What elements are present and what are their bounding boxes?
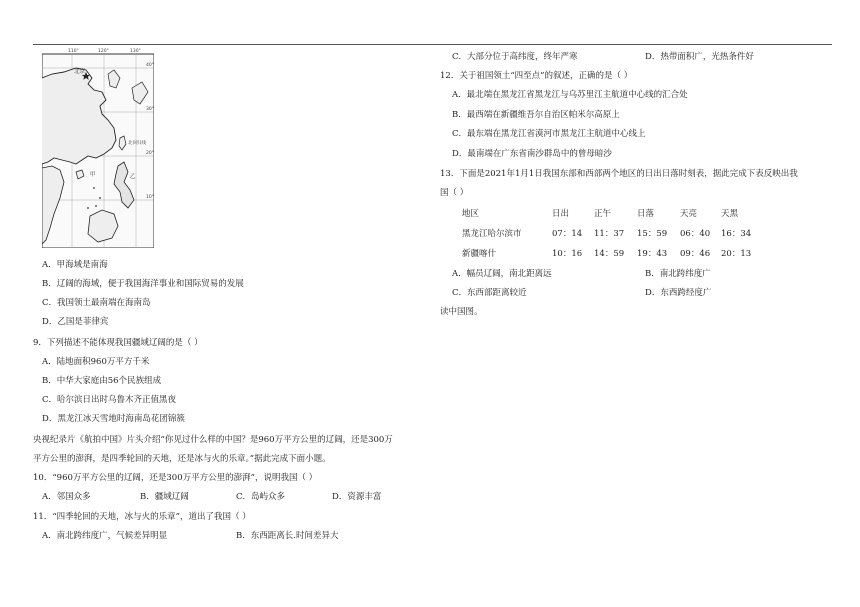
header-rule	[33, 44, 832, 45]
passage-line-1: 央视纪录片《航拍中国》片头介绍“你见过什么样的中国？是960万平方公里的辽阔，还是300万	[33, 435, 393, 445]
table-header-region: 地区	[462, 209, 480, 219]
q9-option-c: C．哈尔滨日出时乌鲁木齐正值黑夜	[42, 395, 177, 405]
table-row-1-region: 黑龙江哈尔滨市	[462, 229, 522, 239]
q12-stem: 12．关于祖国领土“四至点”的叙述，正确的是（ ）	[440, 71, 633, 81]
q11-option-b: B．东西距离长.时间差异大	[236, 531, 339, 541]
table-row-1-sunset: 15：59	[637, 229, 668, 239]
q8-option-c: C．我国领土最南端在海南岛	[42, 298, 151, 308]
q8-option-d: D．乙国是菲律宾	[42, 317, 109, 327]
table-header-sunrise: 日出	[552, 209, 570, 219]
q10-option-b: B．疆域辽阔	[140, 492, 189, 502]
jia-sea-label: 甲	[90, 172, 96, 178]
q12-option-c: C．最东端在黑龙江省漠河市黑龙江主航道中心线上	[452, 129, 646, 139]
lon-label-120: 120°	[98, 49, 109, 54]
table-row-1-dusk: 16：34	[721, 229, 752, 239]
tropic-label: 北回归线	[128, 141, 146, 146]
table-row-2-sunrise: 10：16	[552, 249, 583, 259]
q13-stem-line-2: 国（ ）	[440, 188, 469, 198]
q13-option-a: A．幅员辽阔，南北距离远	[452, 269, 552, 279]
q9-option-b: B．中华大家庭由56个民族组成	[42, 376, 162, 386]
lon-label-110: 110°	[68, 49, 79, 54]
table-row-1-noon: 11：37	[594, 229, 625, 239]
china-south-sea-map	[42, 48, 154, 248]
q8-option-b: B．辽阔的海域，便于我国海洋事业和国际贸易的发展	[42, 279, 244, 289]
table-row-2-region: 新疆喀什	[462, 249, 497, 259]
q13-option-d: D．东西跨经度广	[645, 288, 712, 298]
q10-stem: 10．“960万平方公里的辽阔，还是300万平方公里的澎湃”，说明我国（ ）	[33, 473, 318, 483]
table-row-2-dusk: 20：13	[721, 249, 752, 259]
q9-option-a: A．陆地面积960万平方千米	[42, 357, 150, 367]
lat-label-30: 30°	[146, 107, 154, 112]
table-row-2-dawn: 09：46	[680, 249, 711, 259]
lat-label-10: 10°	[146, 195, 154, 200]
q9-stem: 9．下列描述不能体现我国疆域辽阔的是（ ）	[33, 338, 203, 348]
q11-option-d: D．热带面积广，光热条件好	[645, 52, 754, 62]
table-header-sunset: 日落	[637, 209, 655, 219]
table-row-1-sunrise: 07：14	[552, 229, 583, 239]
table-header-dawn: 天亮	[680, 209, 698, 219]
table-header-dusk: 天黑	[721, 209, 739, 219]
map-reading-prompt: 读中国图。	[440, 307, 483, 317]
table-header-noon: 正午	[594, 209, 612, 219]
q8-option-a: A．甲海域是南海	[42, 260, 108, 270]
lat-label-20: 20°	[146, 151, 154, 156]
q12-option-b: B．最西端在新疆维吾尔自治区帕米尔高原上	[452, 110, 620, 120]
table-row-2-sunset: 19：43	[637, 249, 668, 259]
q10-option-d: D．资源丰富	[332, 492, 382, 502]
q10-option-c: C．岛屿众多	[236, 492, 286, 502]
lon-label-130: 130°	[130, 49, 141, 54]
q11-stem: 11．“四季轮回的天地，冰与火的乐章”，道出了我国（ ）	[33, 512, 251, 522]
yi-country-label: 乙	[130, 174, 136, 180]
q10-option-a: A．邻国众多	[42, 492, 91, 502]
table-row-1-dawn: 06：40	[680, 229, 711, 239]
q11-option-c: C．大部分位于高纬度，终年严寒	[452, 52, 578, 62]
q13-option-b: B．南北跨纬度广	[645, 269, 711, 279]
q9-option-d: D．黑龙江冰天雪地时海南岛花团锦簇	[42, 414, 185, 424]
q12-option-d: D．最南端在广东省南沙群岛中的曾母暗沙	[452, 149, 612, 159]
q11-option-a: A．南北跨纬度广，气候差异明显	[42, 531, 168, 541]
beijing-label: 北京	[74, 69, 86, 75]
q13-stem-line-1: 13．下面是2021年1月1日我国东部和西部两个地区的日出日落时刻表，据此完成下表反映出我	[440, 169, 798, 179]
q13-option-c: C．东西部距离较近	[452, 288, 527, 298]
passage-line-2: 平方公里的澎湃，是四季轮回的天地，还是冰与火的乐章。”据此完成下面小题。	[33, 454, 331, 464]
table-row-2-noon: 14：59	[594, 249, 625, 259]
q12-option-a: A．最北端在黑龙江省黑龙江与乌苏里江主航道中心线的汇合处	[452, 90, 688, 100]
map-drawing	[42, 48, 154, 248]
lat-label-40: 40°	[146, 63, 154, 68]
